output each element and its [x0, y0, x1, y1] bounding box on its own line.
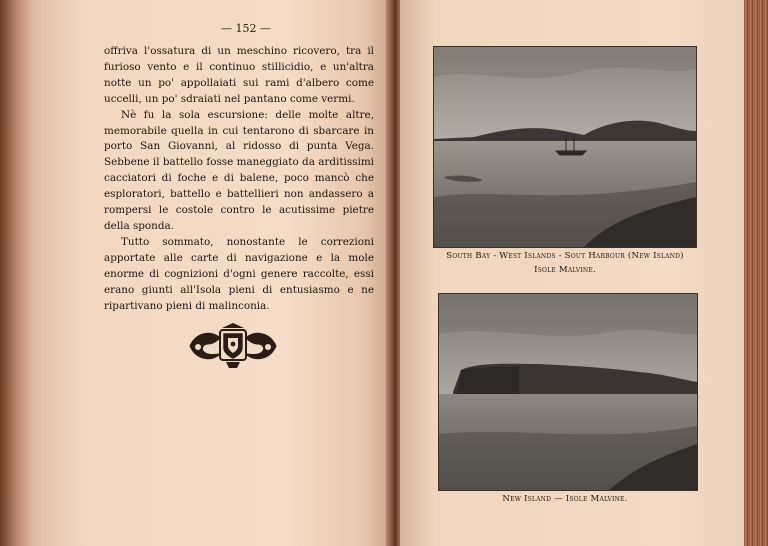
body-text [104, 44, 374, 314]
page-number: — 152 — [221, 22, 271, 35]
book-cover-edge-left [0, 0, 46, 546]
paragraph-3: Tutto sommato, nonostante le correzioni apportate alle carte di navigazione e la mole enorme di cognizioni d'ogni genere raccolte, essi erano giunti all'Isola pieni di entusiasmo e ne ripartivano pieni di malinconia. [104, 235, 374, 312]
caption-south-bay [420, 249, 710, 277]
caption-new-island [420, 492, 710, 506]
caption-new-island-line1: New Island — Isole Malvine. [502, 494, 628, 504]
page-edges-right [744, 0, 768, 546]
caption-south-bay-line1: South Bay - West Islands - Sout Harbour (New Island) [446, 251, 684, 261]
photo-south-bay [433, 46, 697, 248]
photo-south-bay-image [434, 47, 696, 247]
paragraph-2: Nè fu la sola escursione: delle molte altre, memorabile quella in cui tentarono di sbarcare in porto San Giovanni, al ridosso di punta Vega. Sebbene il battello fosse maneggiato da arditissimi cacciatori di foche e di balene, poco mancò che esploratori, battello e battellieri non andassero a rompersi le costole contro le acutissime pietre della sponda. [104, 108, 374, 232]
caption-south-bay-line2: Isole Malvine. [534, 265, 596, 275]
ornament-vignette [186, 322, 280, 370]
photo-new-island-image [439, 294, 697, 490]
photo-new-island [438, 293, 698, 491]
paragraph-1: offriva l'ossatura di un meschino ricovero, tra il furioso vento e il continuo stillicidio, e un'altra notte un po' appollaiati sui rami d'albero come uccelli, un po' sdraiati nel pantano come vermi. [104, 45, 374, 105]
